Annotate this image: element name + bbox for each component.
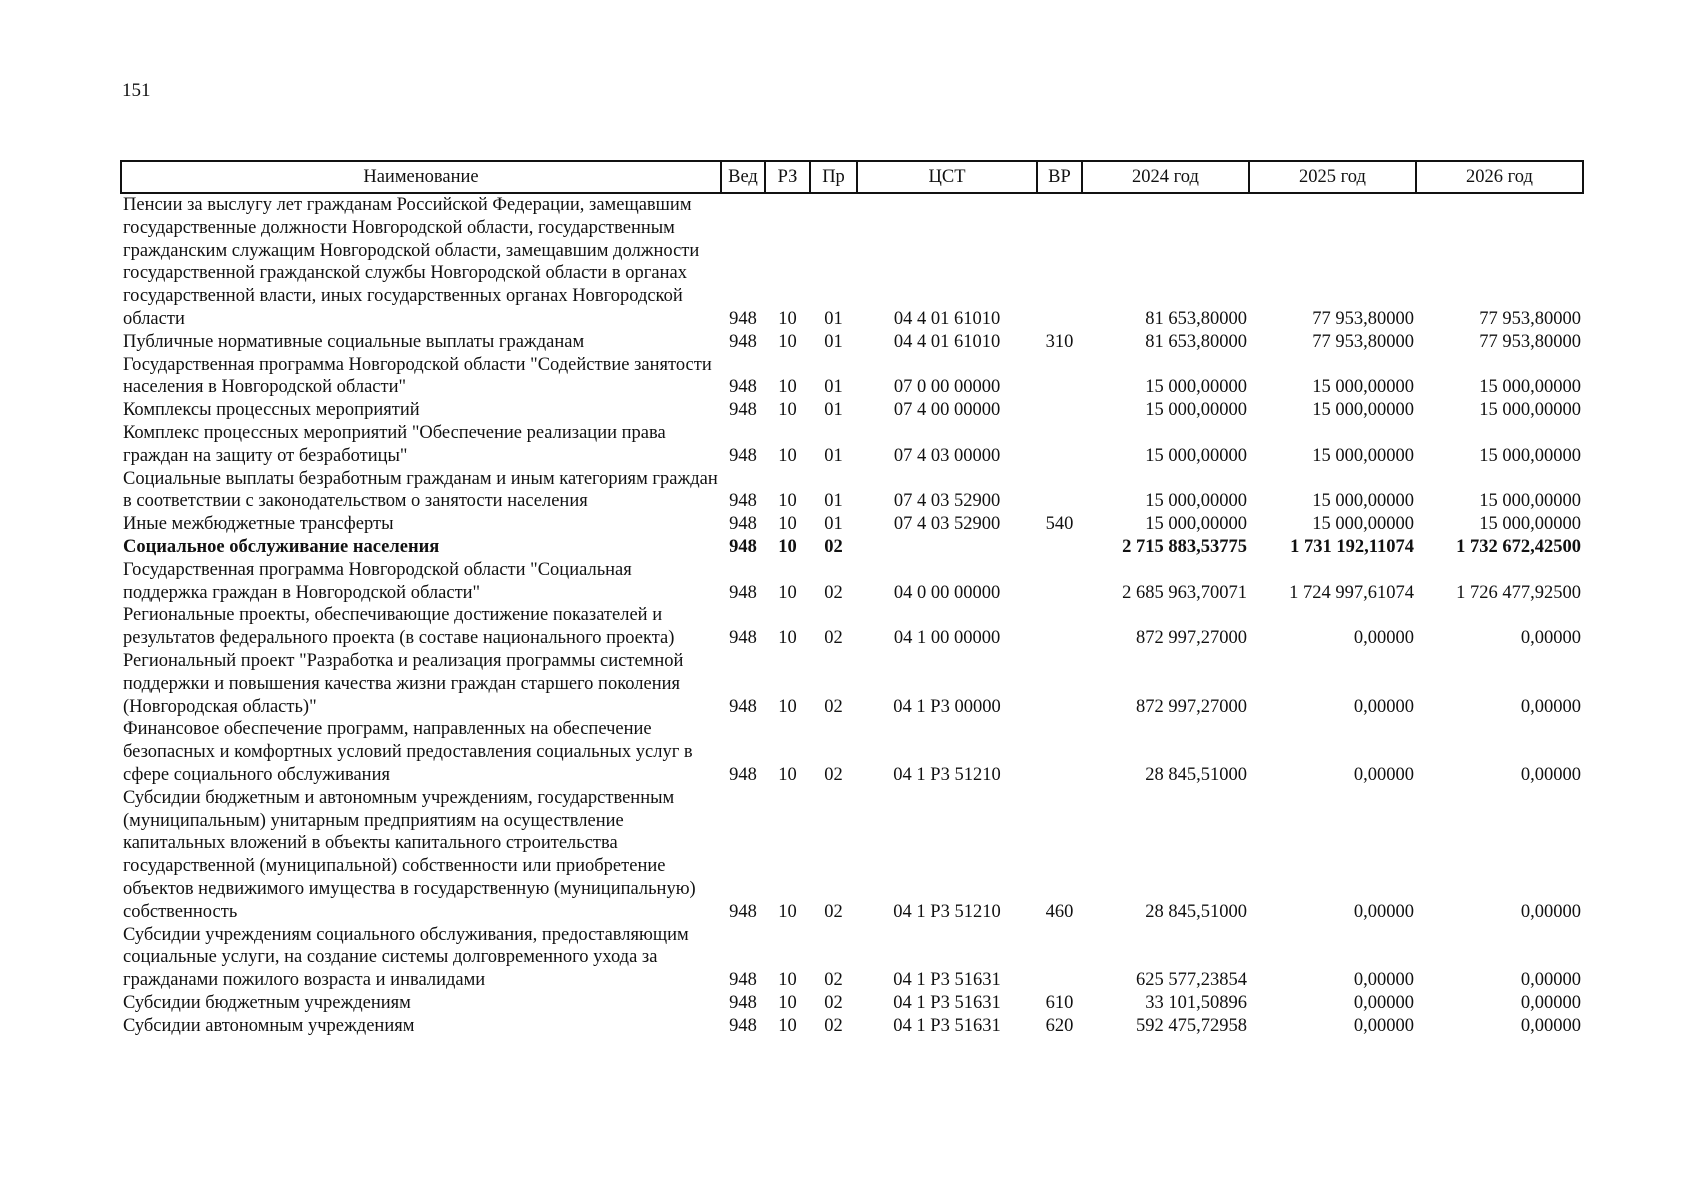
row-cst-cell: 04 4 01 61010	[893, 331, 1001, 352]
row-pr-cell: 01	[824, 514, 843, 535]
row-2026-cell: 15 000,00000	[1479, 377, 1581, 398]
row-ved-cell: 948	[729, 901, 757, 922]
row-2026-cell: 0,00000	[1520, 992, 1581, 1013]
row-vr-cell	[1037, 718, 1082, 786]
row-cst-cell: 04 4 01 61010	[893, 308, 1001, 329]
table-row	[121, 513, 1583, 536]
header-2024: 2024 год	[1082, 161, 1249, 193]
table-row	[121, 604, 1583, 650]
row-vr-cell: 540	[1045, 514, 1074, 535]
row-ved-cell: 948	[729, 400, 757, 421]
row-pr-cell: 02	[824, 901, 843, 922]
row-ved-cell: 948	[729, 536, 757, 557]
row-rz-cell: 10	[778, 901, 797, 922]
row-2025-cell: 15 000,00000	[1312, 400, 1414, 421]
row-vr-cell	[1037, 536, 1082, 559]
row-rz-cell: 10	[778, 331, 797, 352]
header-2025: 2025 год	[1249, 161, 1416, 193]
row-cst-cell: 04 1 Р3 51631	[893, 1015, 1001, 1036]
row-vr-cell	[1037, 559, 1082, 605]
table-row	[121, 559, 1583, 605]
row-rz-cell: 10	[778, 582, 797, 603]
row-2025-cell: 77 953,80000	[1312, 331, 1414, 352]
table-row	[121, 924, 1583, 992]
table-row	[121, 536, 1583, 559]
row-pr-cell: 02	[824, 696, 843, 717]
row-cst-cell: 07 4 03 00000	[893, 445, 1001, 466]
row-2026-cell: 77 953,80000	[1479, 331, 1581, 352]
row-pr-cell: 02	[824, 536, 843, 557]
row-2026-cell: 15 000,00000	[1479, 400, 1581, 421]
row-2025-cell: 15 000,00000	[1312, 514, 1414, 535]
row-2025-cell: 77 953,80000	[1312, 308, 1414, 329]
row-2024-cell: 15 000,00000	[1145, 445, 1247, 466]
row-2024-cell: 33 101,50896	[1145, 992, 1247, 1013]
row-cst-cell: 04 1 Р3 51631	[893, 992, 1001, 1013]
table-row	[121, 422, 1583, 468]
row-2025-cell: 0,00000	[1353, 696, 1414, 717]
row-name-cell: Публичные нормативные социальные выплаты гражданам	[123, 331, 585, 352]
row-2025-cell: 0,00000	[1353, 901, 1414, 922]
row-vr-cell	[1037, 422, 1082, 468]
row-ved-cell: 948	[729, 992, 757, 1013]
row-cst-cell: 04 1 Р3 51631	[893, 970, 1001, 991]
row-name-cell: Региональные проекты, обеспечивающие достижение показателей и результатов федерального проекта (в составе национального проекта)	[123, 605, 675, 649]
row-2025-cell: 0,00000	[1353, 764, 1414, 785]
row-name-cell: Субсидии бюджетным учреждениям	[123, 992, 411, 1013]
row-name-cell: Субсидии бюджетным и автономным учреждениям, государственным (муниципальным) унитарным предприятиям на осуществление капитальных вложений в объекты капитального строительства государственной (муниципальной) собственности или приобретение объектов недвижимого имущества в государственную (муниципальную) собственность	[123, 787, 696, 922]
row-cst-cell: 07 4 03 52900	[893, 491, 1001, 512]
row-2025-cell: 15 000,00000	[1312, 445, 1414, 466]
row-2024-cell: 81 653,80000	[1145, 331, 1247, 352]
row-rz-cell: 10	[778, 377, 797, 398]
row-vr-cell	[1037, 354, 1082, 400]
row-pr-cell: 02	[824, 764, 843, 785]
header-pr: Пр	[810, 161, 857, 193]
row-ved-cell: 948	[729, 491, 757, 512]
header-ved: Вед	[721, 161, 765, 193]
row-name-cell: Государственная программа Новгородской области "Содействие занятости населения в Новгородской области"	[123, 354, 712, 398]
row-pr-cell: 01	[824, 308, 843, 329]
row-ved-cell: 948	[729, 377, 757, 398]
row-2024-cell: 15 000,00000	[1145, 491, 1247, 512]
row-2024-cell: 81 653,80000	[1145, 308, 1247, 329]
row-2025-cell: 15 000,00000	[1312, 377, 1414, 398]
row-2024-cell: 15 000,00000	[1145, 400, 1247, 421]
row-ved-cell: 948	[729, 764, 757, 785]
row-pr-cell: 02	[824, 970, 843, 991]
row-rz-cell: 10	[778, 445, 797, 466]
row-pr-cell: 01	[824, 445, 843, 466]
row-vr-cell: 620	[1045, 1015, 1074, 1036]
row-name-cell: Субсидии учреждениям социального обслуживания, предоставляющим социальные услуги, на создание системы долговременного ухода за гражданами пожилого возраста и инвалидами	[123, 924, 689, 991]
row-2026-cell: 0,00000	[1520, 696, 1581, 717]
row-2026-cell: 15 000,00000	[1479, 514, 1581, 535]
row-name-cell: Комплексы процессных мероприятий	[123, 400, 420, 421]
row-rz-cell: 10	[778, 536, 797, 557]
row-2025-cell: 0,00000	[1353, 1015, 1414, 1036]
row-name-cell: Социальные выплаты безработным гражданам и иным категориям граждан в соответствии с законодательством о занятости населения	[123, 468, 718, 512]
row-2026-cell: 0,00000	[1520, 901, 1581, 922]
row-ved-cell: 948	[729, 970, 757, 991]
header-2026: 2026 год	[1416, 161, 1583, 193]
row-pr-cell: 02	[824, 992, 843, 1013]
table-row	[121, 399, 1583, 422]
row-cst-cell: 04 1 Р3 51210	[893, 901, 1001, 922]
row-2025-cell: 0,00000	[1353, 992, 1414, 1013]
header-rz: РЗ	[765, 161, 810, 193]
row-pr-cell: 01	[824, 400, 843, 421]
row-rz-cell: 10	[778, 400, 797, 421]
row-2026-cell: 77 953,80000	[1479, 308, 1581, 329]
table-row	[121, 331, 1583, 354]
table-row	[121, 718, 1583, 786]
row-cst-cell: 07 0 00 00000	[893, 377, 1001, 398]
row-2024-cell: 28 845,51000	[1145, 764, 1247, 785]
row-rz-cell: 10	[778, 491, 797, 512]
table-row	[121, 787, 1583, 924]
row-2026-cell: 1 726 477,92500	[1456, 582, 1581, 603]
row-vr-cell	[1037, 468, 1082, 514]
row-ved-cell: 948	[729, 582, 757, 603]
row-rz-cell: 10	[778, 696, 797, 717]
row-pr-cell: 02	[824, 628, 843, 649]
row-cst-cell: 07 4 03 52900	[893, 514, 1001, 535]
row-name-cell: Региональный проект "Разработка и реализация программы системной поддержки и повышения качества жизни граждан старшего поколения (Новгородская область)"	[123, 650, 684, 717]
row-vr-cell	[1037, 650, 1082, 718]
row-vr-cell	[1037, 604, 1082, 650]
row-2026-cell: 0,00000	[1520, 1015, 1581, 1036]
table-header-row	[121, 161, 1583, 193]
row-2024-cell: 2 715 883,53775	[1122, 536, 1247, 557]
row-name-cell: Государственная программа Новгородской области "Социальная поддержка граждан в Новгородской области"	[123, 559, 632, 603]
table-row	[121, 1015, 1583, 1038]
row-name-cell: Иные межбюджетные трансферты	[123, 514, 394, 535]
row-rz-cell: 10	[778, 628, 797, 649]
row-rz-cell: 10	[778, 514, 797, 535]
row-vr-cell	[1037, 193, 1082, 331]
row-2026-cell: 15 000,00000	[1479, 491, 1581, 512]
row-vr-cell	[1037, 924, 1082, 992]
table-row	[121, 650, 1583, 718]
row-rz-cell: 10	[778, 970, 797, 991]
page-number: 151	[122, 80, 151, 101]
row-cst-cell: 04 1 Р3 51210	[893, 764, 1001, 785]
row-rz-cell: 10	[778, 764, 797, 785]
header-name: Наименование	[121, 161, 721, 193]
header-cst: ЦСТ	[857, 161, 1037, 193]
row-2024-cell: 872 997,27000	[1136, 628, 1247, 649]
row-2026-cell: 0,00000	[1520, 764, 1581, 785]
row-ved-cell: 948	[729, 1015, 757, 1036]
row-rz-cell: 10	[778, 1015, 797, 1036]
row-ved-cell: 948	[729, 331, 757, 352]
row-ved-cell: 948	[729, 696, 757, 717]
row-2026-cell: 15 000,00000	[1479, 445, 1581, 466]
row-ved-cell: 948	[729, 514, 757, 535]
row-ved-cell: 948	[729, 445, 757, 466]
row-name-cell: Пенсии за выслугу лет гражданам Российской Федерации, замещавшим государственные должности Новгородской области, государственным гражданским служащим Новгородской области, замещавшим должности государственной гражданской службы Новгородской области в органах государственной власти, иных государственных органах Новгородской области	[123, 195, 700, 329]
row-name-cell: Субсидии автономным учреждениям	[123, 1015, 415, 1036]
row-cst-cell: 04 1 Р3 00000	[893, 696, 1001, 717]
table-row	[121, 193, 1583, 331]
row-ved-cell: 948	[729, 628, 757, 649]
row-2024-cell: 15 000,00000	[1145, 514, 1247, 535]
table-row	[121, 992, 1583, 1015]
row-pr-cell: 01	[824, 491, 843, 512]
row-name-cell: Финансовое обеспечение программ, направленных на обеспечение безопасных и комфортных условий предоставления социальных услуг в сфере социального обслуживания	[123, 719, 693, 785]
row-2024-cell: 28 845,51000	[1145, 901, 1247, 922]
row-cst-cell: 04 1 00 00000	[893, 628, 1001, 649]
row-cst-cell: 07 4 00 00000	[893, 400, 1001, 421]
row-rz-cell: 10	[778, 308, 797, 329]
row-2024-cell: 592 475,72958	[1136, 1015, 1247, 1036]
row-cst-cell	[857, 536, 1037, 559]
budget-table	[120, 160, 1584, 1037]
row-name-cell: Комплекс процессных мероприятий "Обеспечение реализации права граждан на защиту от безработицы"	[123, 422, 666, 466]
table-row	[121, 354, 1583, 400]
row-2026-cell: 0,00000	[1520, 628, 1581, 649]
row-2025-cell: 1 731 192,11074	[1290, 536, 1414, 557]
row-2026-cell: 0,00000	[1520, 970, 1581, 991]
row-pr-cell: 01	[824, 377, 843, 398]
row-2024-cell: 15 000,00000	[1145, 377, 1247, 398]
row-pr-cell: 01	[824, 331, 843, 352]
row-vr-cell: 610	[1045, 992, 1074, 1013]
row-vr-cell	[1037, 399, 1082, 422]
row-2024-cell: 872 997,27000	[1136, 696, 1247, 717]
row-vr-cell: 310	[1045, 331, 1074, 352]
row-pr-cell: 02	[824, 1015, 843, 1036]
row-name-cell: Социальное обслуживание населения	[123, 536, 440, 557]
row-2024-cell: 2 685 963,70071	[1122, 582, 1247, 603]
table-row	[121, 468, 1583, 514]
row-2025-cell: 1 724 997,61074	[1289, 582, 1414, 603]
table-body	[121, 193, 1583, 1037]
header-vr: ВР	[1037, 161, 1082, 193]
row-ved-cell: 948	[729, 308, 757, 329]
row-2024-cell: 625 577,23854	[1136, 970, 1247, 991]
row-2025-cell: 0,00000	[1353, 970, 1414, 991]
row-vr-cell: 460	[1045, 901, 1074, 922]
row-2025-cell: 0,00000	[1353, 628, 1414, 649]
row-2026-cell: 1 732 672,42500	[1456, 536, 1581, 557]
row-cst-cell: 04 0 00 00000	[893, 582, 1001, 603]
row-pr-cell: 02	[824, 582, 843, 603]
row-rz-cell: 10	[778, 992, 797, 1013]
row-2025-cell: 15 000,00000	[1312, 491, 1414, 512]
